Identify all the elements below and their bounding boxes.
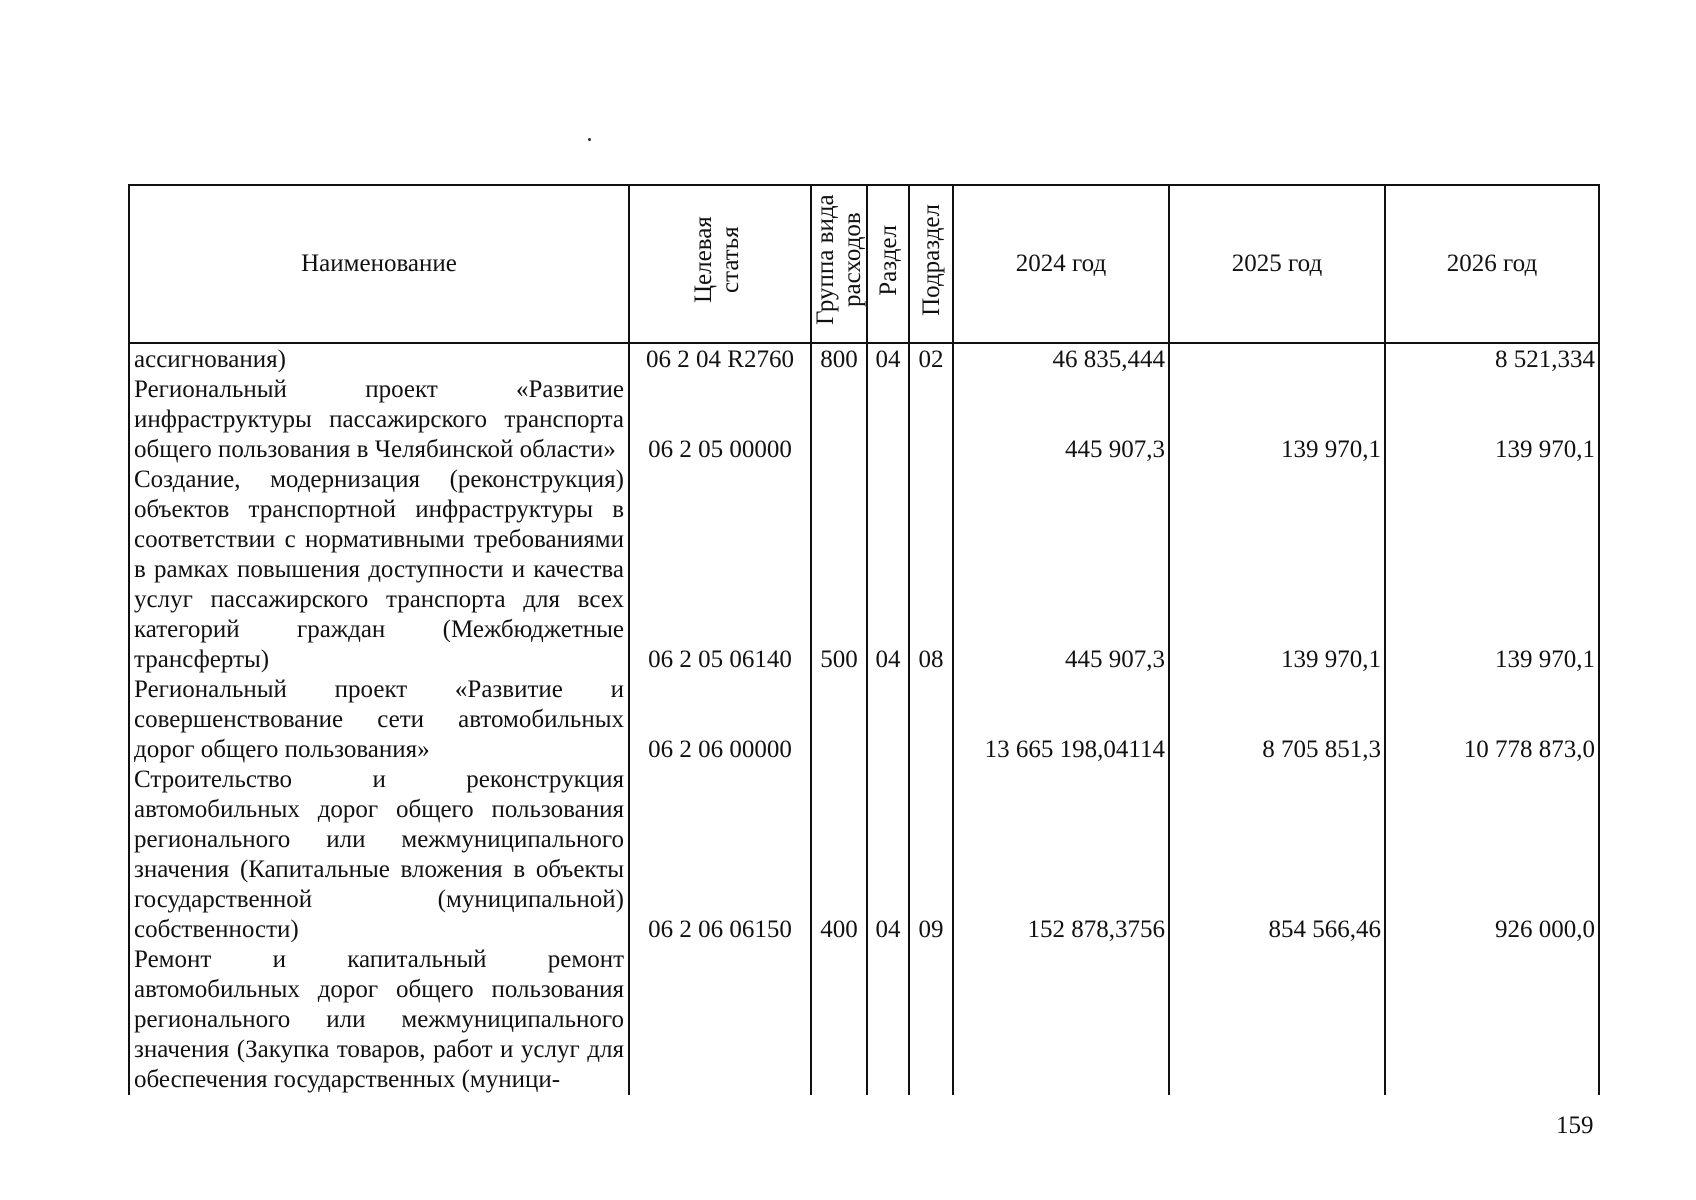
row-section: 04 [867,343,909,375]
row-subsection: 09 [909,765,953,945]
row-section: 04 [867,765,909,945]
row-2026: 139 970,1 [1385,375,1599,465]
header-name [129,185,629,343]
scan-speck [588,138,591,141]
row-2026 [1385,945,1599,1095]
row-section [867,675,909,765]
row-subsection [909,675,953,765]
row-2024: 445 907,3 [953,465,1169,675]
row-name: ассигнования) [129,343,629,375]
table-row [129,343,1599,375]
header-2025 [1169,185,1385,343]
header-subsection [909,185,953,343]
row-2024: 13 665 198,04114 [953,675,1169,765]
row-code: 06 2 06 06150 [629,765,811,945]
header-target-article [629,185,811,343]
row-subsection [909,945,953,1095]
header-section-label: Раздел [874,224,902,296]
row-name: Ремонт и капитальный ремонт автомобильных дорог общего пользования регионального или межмуниципального значения (Закупка товаров, работ и услуг для обеспечения государственных (муници- [129,945,629,1095]
row-2025 [1169,945,1385,1095]
row-2025: 139 970,1 [1169,375,1385,465]
row-name: Строительство и реконструкция автомобильных дорог общего пользования регионального или межмуниципального значения (Капитальные вложения в объекты государственной (муниципальной) собственности) [129,765,629,945]
row-2026: 8 521,334 [1385,343,1599,375]
row-subsection [909,375,953,465]
row-2026: 139 970,1 [1385,465,1599,675]
header-2025-label: 2025 год [1231,250,1323,277]
row-code: 06 2 04 R2760 [629,343,811,375]
header-target-article-label: Целевая статья [690,216,744,304]
row-group: 800 [811,343,867,375]
header-expense-group-label: Группа вида расходов [812,194,866,326]
row-code: 06 2 05 00000 [629,375,811,465]
row-2025 [1169,343,1385,375]
row-section [867,375,909,465]
table-row [129,465,1599,675]
row-2025: 854 566,46 [1169,765,1385,945]
header-section [867,185,909,343]
header-expense-group [811,185,867,343]
row-code: 06 2 05 06140 [629,465,811,675]
row-code [629,945,811,1095]
row-2025: 8 705 851,3 [1169,675,1385,765]
header-2026 [1385,185,1599,343]
header-2026-label: 2026 год [1446,250,1538,277]
table-row [129,765,1599,945]
row-name: Создание, модернизация (реконструкция) объектов транспортной инфраструктуры в соответствии с нормативными требованиями в рамках повышения доступности и качества услуг пассажирского транспорта для всех категорий граждан (Межбюджетные трансферты) [129,465,629,675]
row-name: Региональный проект «Развитие инфраструктуры пассажирского транспорта общего пользования в Челябинской области» [129,375,629,465]
row-name: Региональный проект «Развитие и совершенствование сети автомобильных дорог общего пользования» [129,675,629,765]
table-header-row [129,185,1599,343]
table-row [129,675,1599,765]
header-subsection-label: Подраздел [917,204,945,316]
row-2025: 139 970,1 [1169,465,1385,675]
row-group [811,675,867,765]
row-code: 06 2 06 00000 [629,675,811,765]
row-section [867,945,909,1095]
row-group: 400 [811,765,867,945]
row-2024 [953,945,1169,1095]
row-2026: 10 778 873,0 [1385,675,1599,765]
header-name-label: Наименование [301,250,457,277]
page-number: 159 [1556,1112,1594,1139]
row-2026: 926 000,0 [1385,765,1599,945]
header-2024 [953,185,1169,343]
row-group: 500 [811,465,867,675]
budget-table [128,184,1600,1095]
row-subsection: 02 [909,343,953,375]
header-2024-label: 2024 год [1015,250,1107,277]
row-section: 04 [867,465,909,675]
row-group [811,375,867,465]
row-subsection: 08 [909,465,953,675]
table-row [129,945,1599,1095]
row-2024: 152 878,3756 [953,765,1169,945]
row-2024: 445 907,3 [953,375,1169,465]
row-group [811,945,867,1095]
table-row [129,375,1599,465]
row-2024: 46 835,444 [953,343,1169,375]
